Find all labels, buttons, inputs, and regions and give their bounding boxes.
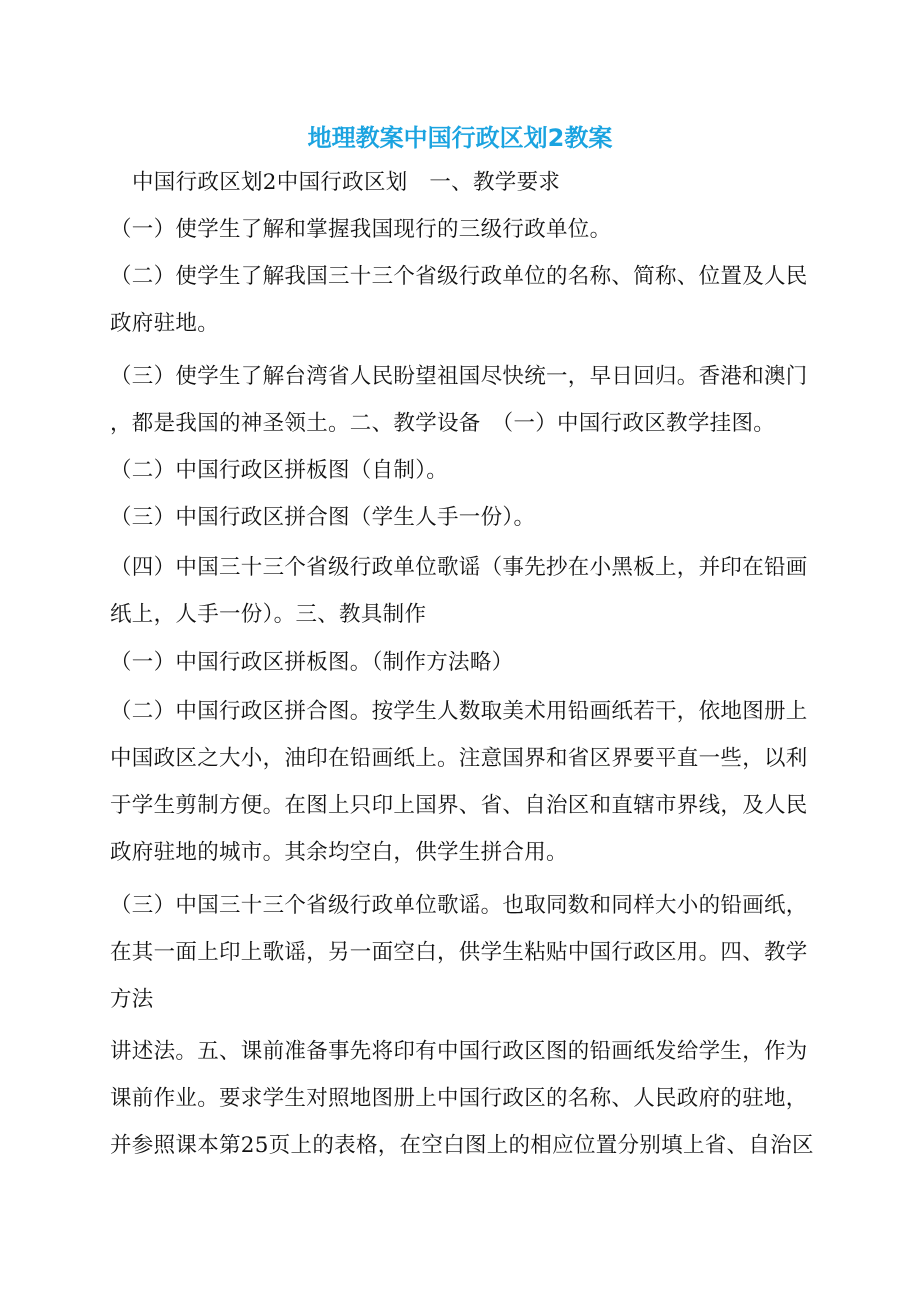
text-line: （三）使学生了解台湾省人民盼望祖国尽快统一，早日回归。香港和澳门 xyxy=(110,364,808,389)
text-line: 政府驻地的城市。其余均空白，供学生拼合用。 xyxy=(110,840,568,865)
text-line: 方法 xyxy=(110,987,154,1012)
text-line: 于学生剪制方便。在图上只印上国界、省、自治区和直辖市界线，及人民 xyxy=(110,793,808,818)
text-line: 并参照课本第25页上的表格，在空白图上的相应位置分别填上省、自治区 xyxy=(110,1133,814,1158)
text-line: （四）中国三十三个省级行政单位歌谣（事先抄在小黑板上，并印在铅画 xyxy=(110,555,808,580)
text-line: 中国政区之大小，油印在铅画纸上。注意国界和省区界要平直一些，以利 xyxy=(110,746,808,771)
text-line: ，都是我国的神圣领土。二、教学设备 （一）中国行政区教学挂图。 xyxy=(110,411,776,436)
text-line: （三）中国三十三个省级行政单位歌谣。也取同数和同样大小的铅画纸， xyxy=(110,893,808,918)
document-title: 地理教案中国行政区划2教案 xyxy=(307,124,613,152)
text-line: 讲述法。五、课前准备事先将印有中国行政区图的铅画纸发给学生，作为 xyxy=(110,1039,808,1064)
text-line: （三）中国行政区拼合图（学生人手一份）。 xyxy=(110,505,536,530)
text-line: （二）使学生了解我国三十三个省级行政单位的名称、简称、位置及人民 xyxy=(110,264,808,289)
text-line: （二）中国行政区拼板图（自制）。 xyxy=(110,458,449,483)
text-line: 课前作业。要求学生对照地图册上中国行政区的名称、人民政府的驻地， xyxy=(110,1086,808,1111)
text-line: （二）中国行政区拼合图。按学生人数取美术用铅画纸若干，依地图册上 xyxy=(110,699,808,724)
text-line: 中国行政区划2中国行政区划 一、教学要求 xyxy=(132,170,561,195)
text-line: 在其一面上印上歌谣，另一面空白，供学生粘贴中国行政区用。四、教学 xyxy=(110,940,808,965)
text-line: 纸上，人手一份）。三、教具制作 xyxy=(110,602,427,627)
text-line: 政府驻地。 xyxy=(110,311,220,336)
text-line: （一）中国行政区拼板图。（制作方法略） xyxy=(110,650,514,675)
text-line: （一）使学生了解和掌握我国现行的三级行政单位。 xyxy=(110,217,612,242)
